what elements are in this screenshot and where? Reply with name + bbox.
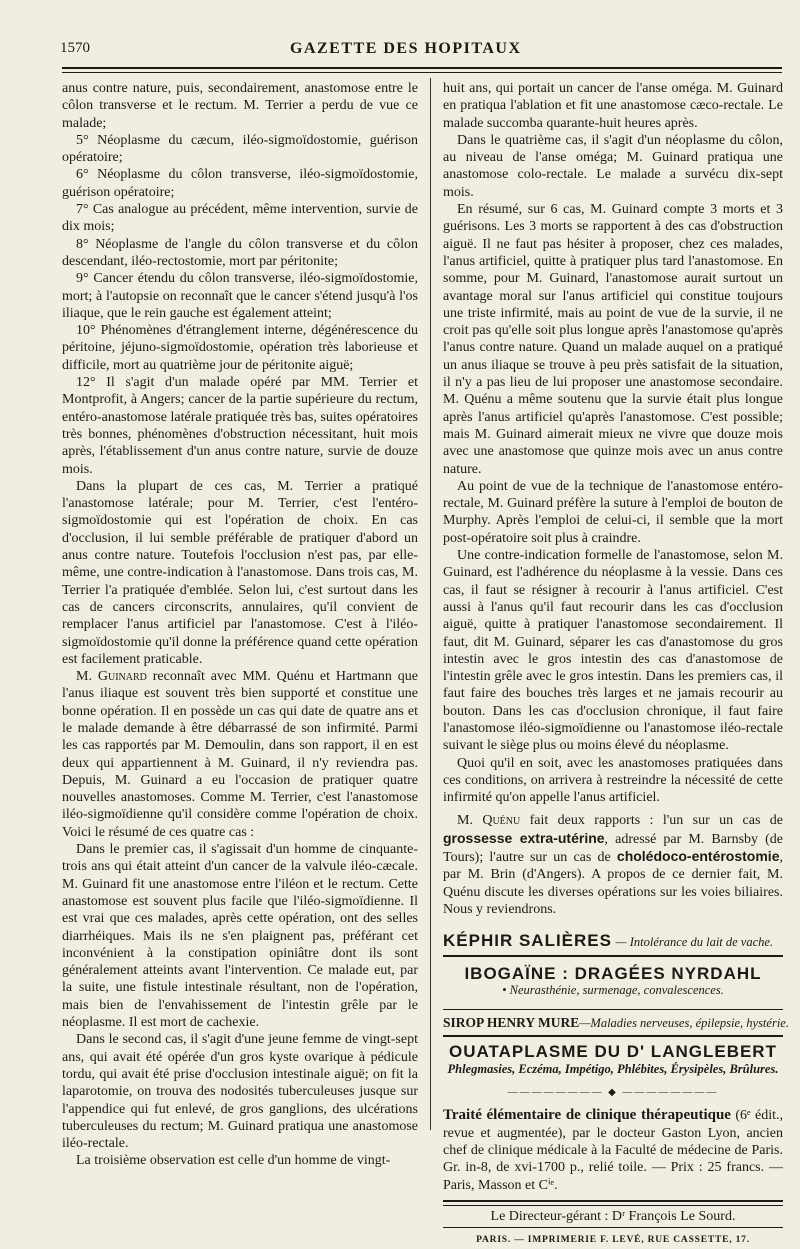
journal-title: GAZETTE DES HOPITAUX bbox=[290, 40, 522, 57]
header-rule bbox=[62, 67, 782, 69]
directeur-gerant: Le Directeur-gérant : Dʳ François Le Sourd. bbox=[443, 1205, 783, 1228]
ad-kephir bbox=[443, 932, 783, 951]
paragraph: 8° Néoplasme de l'angle du côlon transverse et du côlon descendant, iléo-rectostomie, mort par péritonite; bbox=[62, 236, 418, 269]
ad-ouataplasme-name: OUATAPLASME DU D' LANGLEBERT bbox=[449, 1042, 777, 1062]
ad-traite-title: Traité élémentaire de clinique thérapeutique bbox=[443, 1107, 731, 1124]
paragraph: Dans le second cas, il s'agit d'une jeune femme de vingt-sept ans, qui avait été opérée d'un gros kyste ovarique à pédicule tordu, qui avait été prise d'occlusion intestinale aiguë; on fit la laparotomie, on trouva des nodosités tuberculeuses jusque sur l'appendice qui fut enlevé, de gros ganglions, des ulcérations tuberculeuses du rectum; M. Guinard pratiqua une anastomose iléo-rectale. bbox=[62, 1032, 418, 1152]
ad-kephir-text: — Intolérance du lait de vache. bbox=[615, 935, 774, 950]
page-number: 1570 bbox=[60, 40, 90, 56]
ad-ibogaine bbox=[443, 965, 783, 1000]
paragraph bbox=[62, 668, 418, 841]
highlight-term: cholédoco-entérostomie bbox=[616, 848, 780, 865]
paragraph: Dans le premier cas, il s'agissait d'un homme de cinquante-trois ans qui était atteint d'un cancer de la valvule iléo-cæcale. M. Guinard fit une anastomose entre l'iléon et le rectum. Cette anastomose est souvent plus facile que l'iléo-sigmoïdienne. Il est vrai que ces malades, après cette opération, ont des selles diarrhéiques. Mais ils ne s'en plaignent pas, préférant cet inconvénient à la constipation opiniâtre dont ils sont généralement atteints avant l'intervention. Ce malade eut, par la suite, une fistule intestinale résultant, non de l'opération, mais bien de l'envahissement de l'intestin grêle par le néoplasme. Il est mort de cachexie. bbox=[62, 842, 418, 1031]
ad-ibogaine-name: IBOGAÏNE : DRAGÉES NYRDAHL bbox=[464, 963, 762, 983]
ad-ibogaine-text: • Neurasthénie, surmenage, convalescences. bbox=[502, 982, 724, 997]
ad-sirop-name: SIROP HENRY MURE bbox=[443, 1015, 580, 1031]
paragraph-text: reconnaît avec MM. Quénu et Hartmann que l'anus iliaque est souvent très bien supporté et constitue une bonne opération. Il en possède un cas qui date de quatre ans et le malade demande à être débarrassé de son infirmité. Parmi les cas rapportés par M. Demoulin, dans son rapport, il en est deux qui appartiennent à M. Guinard, il n'y reviendra pas. Depuis, M. Guinard a eu l'occasion de pratiquer quatre nouvelles anastomoses. Comme M. Terrier, c'est l'anastomose iléo-sigmoïdienne qu'il considère comme l'opération de choix. Voici le résumé de ces quatre cas : bbox=[62, 669, 418, 840]
paragraph: 7° Cas analogue au précédent, même intervention, survie de dix mois; bbox=[62, 202, 418, 235]
imprimerie-line: PARIS. — IMPRIMERIE F. LEVÉ, RUE CASSETTE, 17. bbox=[476, 1235, 750, 1246]
ad-traite bbox=[443, 1107, 783, 1193]
ad-traite-text: (6ᵉ édit., revue et augmentée), par le docteur Gaston Lyon, ancien chef de clinique médicale à la Faculté de médecine de Paris. Gr. in-8, de xvi-1700 p., relié toile. — Prix : 25 francs. — Paris, Masson et Cⁱᵉ. bbox=[443, 1108, 783, 1193]
speaker-name: M. Guinard bbox=[76, 669, 147, 685]
paragraph: En résumé, sur 6 cas, M. Guinard compte 3 morts et 3 guérisons. Les 3 morts se rapportent à des cas d'obstruction aiguë. Il ne faut pas hésiter à proposer, chez ces malades, l'anus artificiel, quitte à pratiquer plus tard l'anastomose. En somme, pour M. Guinard, l'anastomose aurait surtout un avantage moral sur l'anus artificiel qui constitue toujours une triste infirmité, mais au point de vue de la survie, il ne croit pas qu'elle soit plus longue après l'anastomose qu'après l'anus contre nature. Quand un malade auquel on a pratiqué un anus iliaque se trouve à peu près satisfait de la situation, il n'y a pas lieu de lui proposer une anastomose secondaire. M. Quénu a même soutenu que la survie était plus longue après l'anus artificiel qu'après l'anastomose. C'est possible; mais M. Guinard aimerait mieux ne vivre que douze mois avec une anastomose que quinze mois avec un anus contre nature. bbox=[443, 202, 783, 477]
column-divider bbox=[430, 78, 431, 1130]
ad-sirop-text: —Maladies nerveuses, épilepsie, hystérie. bbox=[579, 1016, 789, 1031]
paragraph: M. Quénu fait deux rapports : l'un sur un cas de grossesse extra-utérine, adressé par M. Barnsby (de Tours); l'autre sur un cas de cholédoco-entérostomie, par M. Brin (d'Angers). A propos de ce dernier fait, M. Quénu discute les diverses opérations sur les voies biliaires. Nous y reviendrons. bbox=[443, 813, 783, 917]
paragraph: Dans le quatrième cas, il s'agit d'un néoplasme du côlon, au niveau de l'anse oméga; M. Guinard pratiqua une anastomose colo-rectale. Le malade a survécu dix-sept mois. bbox=[443, 132, 783, 200]
paragraph: huit ans, qui portait un cancer de l'anse oméga. M. Guinard en pratiqua l'ablation et fit une anastomose cæco-rectale. Le malade succomba quarante-huit heures après. bbox=[443, 81, 783, 131]
paragraph: Quoi qu'il en soit, avec les anastomoses pratiquées dans ces conditions, on arrivera à restreindre la nécessité de cette infirmité qu'on appelle l'anus artificiel. bbox=[443, 755, 783, 806]
right-column bbox=[443, 80, 789, 1249]
paragraph: 6° Néoplasme du côlon transverse, iléo-sigmoïdostomie, guérison opératoire; bbox=[62, 167, 418, 200]
paragraph: anus contre nature, puis, secondairement, anastomose entre le côlon transverse et le rectum. M. Terrier a perdu de vue ce malade; bbox=[62, 81, 418, 131]
paragraph: La troisième observation est celle d'un homme de vingt- bbox=[76, 1153, 391, 1169]
highlight-term: grossesse extra-utérine bbox=[443, 829, 605, 846]
paragraph: Au point de vue de la technique de l'anastomose entéro-rectale, M. Guinard préfère la suture à l'emploi de bouton de Murphy. Après l'emploi de celui-ci, il semble que la mort post-opératoire soit plus à craindre. bbox=[443, 478, 783, 546]
paragraph: Dans la plupart de ces cas, M. Terrier a pratiqué l'anastomose latérale; pour M. Terrier, c'est l'entéro-sigmoïdostomie qui est l'opération de choix. En cas d'occlusion, il lui semble préférable de pratiquer d'abord un anus contre nature. Toutefois l'occlusion n'est pas, par elle-même, une contre-indication à l'anastomose. Dans trois cas, M. Terrier l'a pratiquée d'emblée. Selon lui, c'est surtout dans les cas de cancers circonscrits, annulaires, qu'il convient de remplacer l'anus artificiel par l'anastomose. C'est à l'iléo-sigmoïdostomie qu'il donne la préférence quand cette opération est facilement praticable. bbox=[62, 478, 418, 667]
paragraph: Une contre-indication formelle de l'anastomose, selon M. Guinard, est l'adhérence du néoplasme à la vessie. Dans ces cas, il faut se résigner à recourir à l'anus artificiel. C'est aussi à l'anus qu'il faut recourir dans les cas d'occlusion aiguë, quitte à pratiquer l'anastomose secondairement. Il faut, dit M. Guinard, séparer les cas d'anastomose du gros intestin avec le gros intestin des cas d'anastomose de l'intestin grêle avec le gros intestin. Dans les premiers cas, il faut faire des bouches très larges et ne jamais recourir au bouton. Dans les cas d'occlusion chronique, il faut faire l'anastomose iléo-sigmoïdienne ou l'anastomose iléo-rectale suivant le siège plus ou moins élevé du néoplasme. bbox=[443, 548, 783, 754]
speaker-name: M. Quénu bbox=[457, 813, 521, 829]
left-column bbox=[62, 80, 418, 1170]
ad-kephir-name: KÉPHIR SALIÈRES bbox=[443, 931, 612, 951]
ad-sirop bbox=[443, 1014, 789, 1032]
paragraph: 5° Néoplasme du cæcum, iléo-sigmoïdostomie, guérison opératoire; bbox=[62, 132, 418, 166]
paragraph: 12° Il s'agit d'un malade opéré par MM. Terrier et Montprofit, à Angers; cancer de la partie supérieure du rectum, entéro-anastomose latérale pratiquée très bas, suites opératoires très bonnes, phénomènes d'obstruction nécessitant, huit mois après, l'établissement d'un anus contre nature, survie de douze mois. bbox=[62, 375, 418, 477]
header-rule-thin bbox=[62, 72, 782, 73]
ad-ouataplasme bbox=[443, 1043, 783, 1078]
ornament-divider: ———————— ◆ ———————— bbox=[507, 1087, 719, 1099]
paragraph: 9° Cancer étendu du côlon transverse, iléo-sigmoïdostomie, mort; à l'autopsie on reconnaît que le cancer s'étend jusqu'à l'os iliaque, que le rein gauche est également atteint; bbox=[62, 271, 418, 321]
ad-ouataplasme-text: Phlegmasies, Eczéma, Impétigo, Phlébites, Érysipèles, Brûlures. bbox=[447, 1061, 779, 1076]
paragraph: 10° Phénomènes d'étranglement interne, dégénérescence du péritoine, jéjuno-sigmoïdostomie, opération très laborieuse et difficile, mort au quatrième jour de péritonite aiguë; bbox=[62, 323, 418, 373]
